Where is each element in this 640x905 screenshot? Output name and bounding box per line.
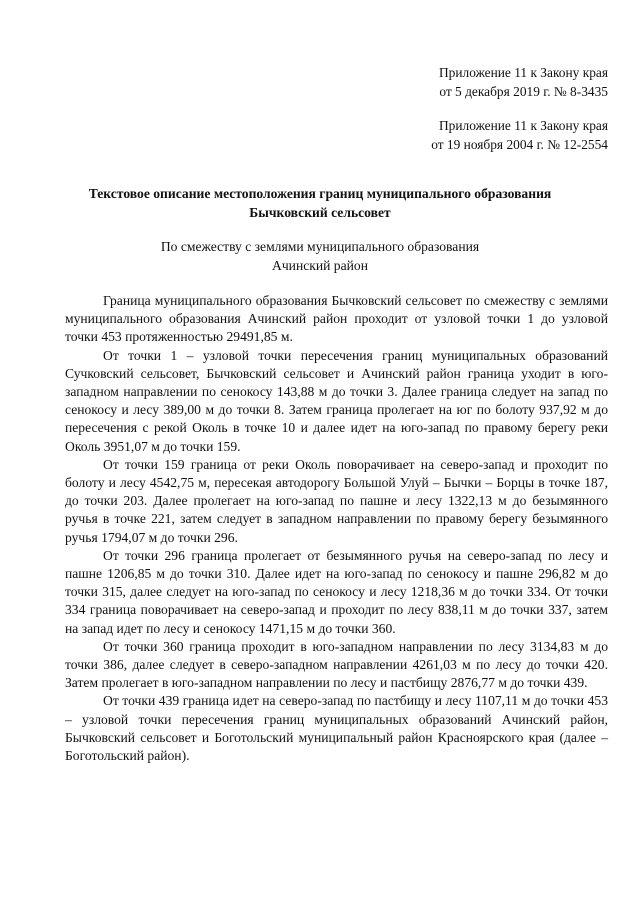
appendix-line: Приложение 11 к Закону края — [439, 118, 608, 133]
title-line: Бычковский сельсовет — [249, 205, 391, 220]
body-paragraph: От точки 159 граница от реки Околь поворачивает на северо-запад и проходит по болоту и лесу 4542,75 м, пересекая автодорогу Большой Улуй – Бычки – Борцы в точке 187, до точки 203. Далее пролегает на юго-запад по пашне и лесу 1322,13 м до безымянного ручья в точке 221, затем следует в западном направлении по правому берегу безымянного ручья 1794,07 м до точки 296. — [65, 456, 608, 545]
body-paragraph: От точки 439 граница идет на северо-запад по пастбищу и лесу 1107,11 м до точки 453 – узловой точки пересечения границ муниципальных образований Ачинский район, Бычковский сельсовет и Боготольский муниципальный район Красноярского края (далее – Боготольский район). — [65, 693, 608, 764]
appendix-date-line: от 19 ноября 2004 г. № 12-2554 — [431, 137, 608, 152]
title-line: Текстовое описание местоположения границ муниципального образования — [88, 186, 552, 201]
body-paragraph: Граница муниципального образования Бычковский сельсовет по смежеству с землями муниципального образования Ачинский район проходит от узловой точки 1 до узловой точки 453 протяженностью 29491,85 м. — [65, 293, 608, 345]
section-subtitle — [40, 237, 600, 275]
document-title — [40, 184, 600, 222]
document-body — [65, 292, 608, 765]
body-paragraph: От точки 296 граница пролегает от безымянного ручья на северо-запад по лесу и пашне 1206,85 м до точки 310. Далее идет на юго-запад по сенокосу и пашне 296,82 м до точки 315, далее следует на юго-запад по сенокосу и лесу 1218,36 м до точки 334. От точки 334 граница поворачивает на северо-запад и проходит по лесу 838,11 м до точки 337, затем на запад идет по лесу и сенокосу 1471,15 м до точки 360. — [65, 547, 608, 636]
subtitle-line: Ачинский район — [272, 258, 368, 273]
body-paragraph: От точки 360 граница проходит в юго-западном направлении по лесу 3134,83 м до точки 386, далее следует в северо-западном направлении 4261,03 м по лесу до точки 420. Затем пролегает в юго-западном направлении по лесу и пастбищу 2876,77 м до точки 439. — [65, 638, 608, 691]
subtitle-line: По смежеству с землями муниципального образования — [160, 239, 480, 254]
appendix-reference-current — [439, 63, 608, 101]
body-paragraph: От точки 1 – узловой точки пересечения границ муниципальных образований Сучковский сельсовет, Бычковский сельсовет и Ачинский район граница уходит в юго-западном направлении по сенокосу 143,88 м до точки 3. Далее граница следует на запад по сенокосу и лесу 389,00 м до точки 8. Затем граница пролегает на юг по болоту 937,92 м до пересечения с рекой Околь в точке 10 и далее идет на юго-запад по правому берегу реки Околь 3951,07 м до точки 159. — [65, 347, 608, 454]
appendix-reference-original — [431, 116, 608, 154]
appendix-line: Приложение 11 к Закону края — [439, 65, 608, 80]
appendix-date-line: от 5 декабря 2019 г. № 8-3435 — [439, 84, 608, 99]
